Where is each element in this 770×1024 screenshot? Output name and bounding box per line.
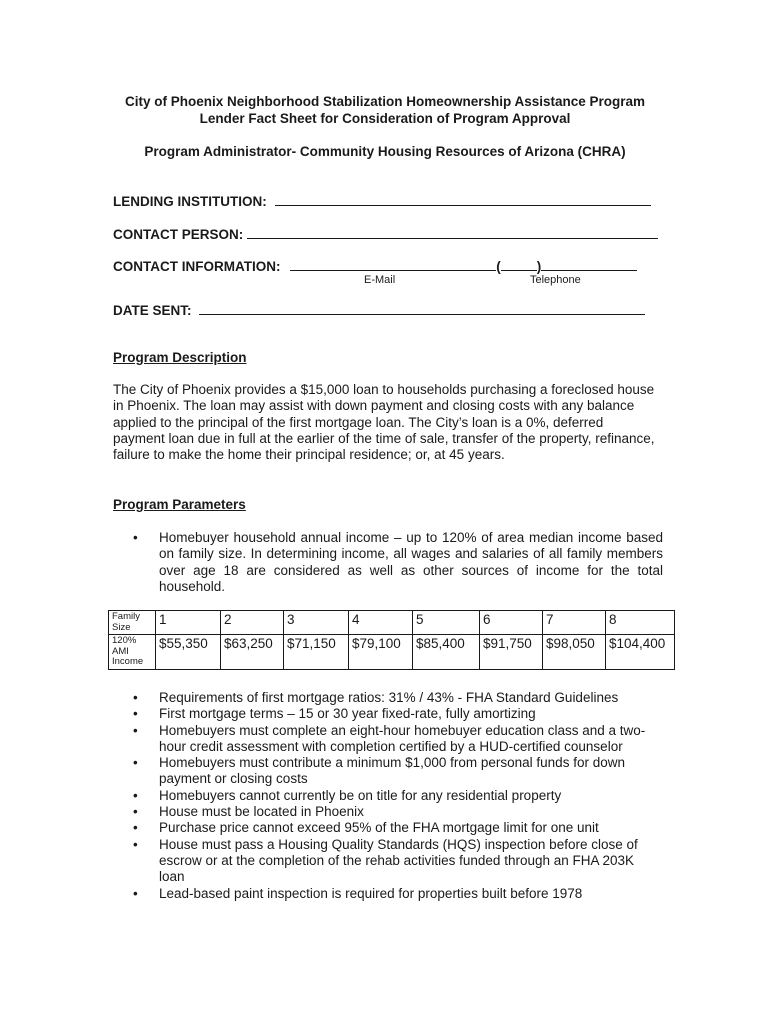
contact-person-label: CONTACT PERSON: [113,227,244,242]
bullet-icon: • [133,706,138,722]
family-size-cell: 3 [284,611,349,635]
bullet-icon: • [133,885,138,901]
telephone-field[interactable] [541,258,637,271]
email-caption: E-Mail [364,274,396,286]
date-sent-label: DATE SENT: [113,303,192,318]
list-item [113,837,663,886]
area-code-field[interactable] [501,258,537,271]
list-item [113,788,663,804]
family-size-cell: 2 [221,611,284,635]
bullet-icon: • [133,722,138,738]
bullet-icon: • [133,755,138,771]
income-cell: $85,400 [413,635,480,670]
contact-information-label: CONTACT INFORMATION: [113,259,281,274]
income-bullet-text: Homebuyer household annual income – up to 120% of area median income based on family size. In determining income, all wages and salaries of all family members over age 18 are considered as well as other sources of income for the total household. [159,530,663,594]
bullet-text: Purchase price cannot exceed 95% of the FHA mortgage limit for one unit [159,820,599,836]
contact-person-row [113,226,658,242]
bullet-icon: • [133,690,138,705]
family-size-cell: 7 [543,611,606,635]
bullet-icon: • [133,787,138,803]
lending-institution-label: LENDING INSTITUTION: [113,194,267,209]
ami-income-label-cell: 120% AMI Income [109,635,156,670]
income-cell: $71,150 [284,635,349,670]
list-item [113,804,663,820]
list-item [113,690,663,706]
income-cell: $63,250 [221,635,284,670]
phone-paren-close: ) [536,259,542,274]
bullet-text: Homebuyers must contribute a minimum $1,000 from personal funds for down payment or closing costs [159,755,625,787]
bullet-icon: • [133,804,138,820]
bullet-text: House must be located in Phoenix [159,804,364,820]
lending-institution-row [113,193,651,209]
bullet-icon: • [133,530,138,545]
bullet-text: Homebuyers cannot currently be on title for any residential property [159,787,562,803]
bullet-text: Requirements of first mortgage ratios: 31% / 43% - FHA Standard Guidelines [159,690,619,705]
program-administrator: Program Administrator- Community Housing Resources of Arizona (CHRA) [144,144,626,159]
telephone-caption: Telephone [530,274,581,286]
income-bullet-list [113,530,663,595]
parameters-bullet-list [113,690,663,902]
document-title-line-2: Lender Fact Sheet for Consideration of Program Approval [199,111,571,126]
program-description-heading: Program Description [113,350,247,365]
family-size-label-cell: Family Size [109,611,156,635]
family-size-cell: 5 [413,611,480,635]
family-size-cell: 6 [480,611,543,635]
contact-person-field[interactable] [247,226,658,239]
bullet-text: First mortgage terms – 15 or 30 year fixed-rate, fully amortizing [159,706,536,722]
contact-information-row [113,258,637,274]
bullet-icon: • [133,836,138,852]
income-cell: $91,750 [480,635,543,670]
income-cell: $104,400 [606,635,675,670]
email-field[interactable] [290,258,496,271]
income-cell: $98,050 [543,635,606,670]
list-item [113,530,663,595]
list-item [113,706,663,722]
bullet-text: House must pass a Housing Quality Standards (HQS) inspection before close of escrow or at the completion of the rehab activities funded through an FHA 203K loan [159,836,638,885]
list-item [113,886,663,902]
lending-institution-field[interactable] [275,193,651,206]
bullet-text: Homebuyers must complete an eight-hour homebuyer education class and a two-hour credit assessment with completion certified by a HUD-certified counselor [159,722,646,754]
document-title-line-1: City of Phoenix Neighborhood Stabilization Homeownership Assistance Program [124,94,646,109]
list-item [113,755,663,788]
family-size-cell: 8 [606,611,675,635]
income-limits-table [108,610,675,670]
date-sent-field[interactable] [199,302,645,315]
table-row [109,611,675,635]
bullet-icon: • [133,820,138,836]
family-size-cell: 1 [156,611,221,635]
program-parameters-heading: Program Parameters [113,497,246,512]
income-cell: $79,100 [349,635,413,670]
program-description-text: The City of Phoenix provides a $15,000 loan to households purchasing a foreclosed house in Phoenix. The loan may assist with down payment and closing costs with any balance applied to the principal of the first mortgage loan. The City’s loan is a 0%, deferred payment loan due in full at the earlier of the time of sale, transfer of the property, refinance, failure to make the home their principal residence; or, at 45 years. [113,382,655,463]
bullet-text: Lead-based paint inspection is required for properties built before 1978 [159,885,583,901]
family-size-cell: 4 [349,611,413,635]
table-row [109,635,675,670]
list-item [113,820,663,836]
phone-paren-open: ( [496,259,501,274]
income-cell: $55,350 [156,635,221,670]
list-item [113,723,663,756]
date-sent-row [113,302,645,318]
